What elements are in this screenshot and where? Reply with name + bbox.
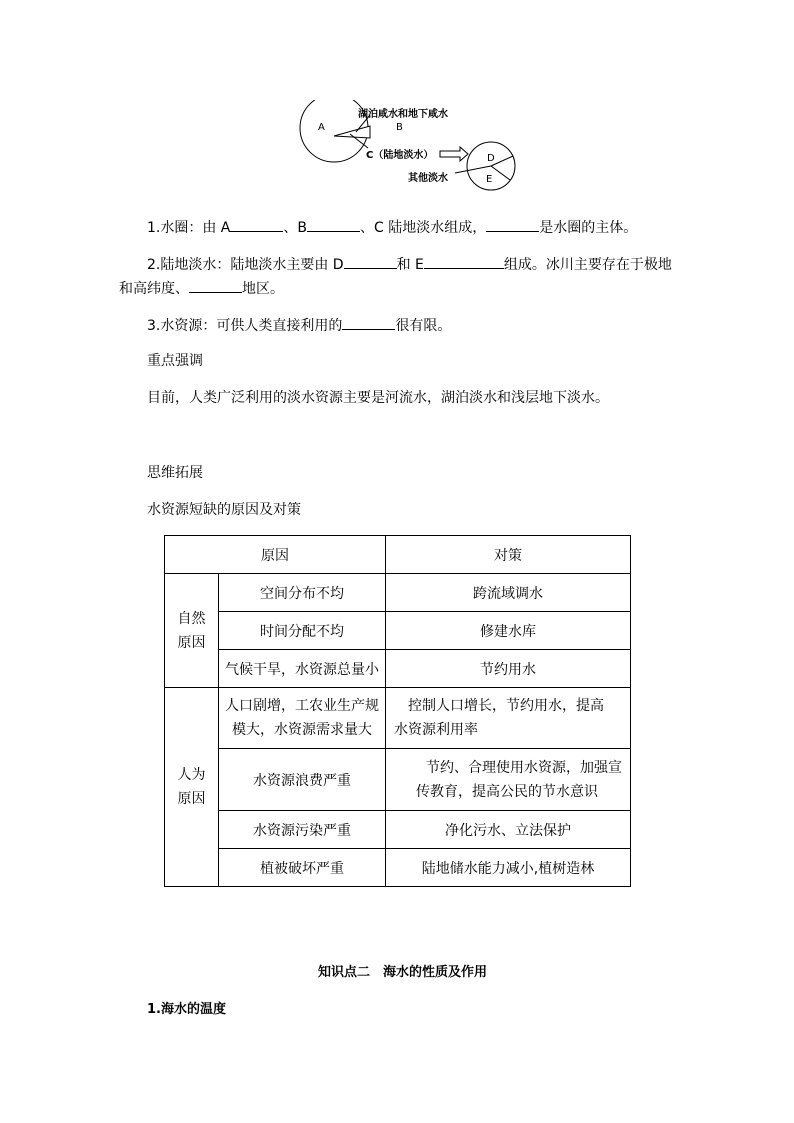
knowledge-point-sub1: 1.海水的温度 bbox=[147, 1002, 226, 1017]
q2-line2-suffix: 地区。 bbox=[242, 281, 284, 297]
q2-sep1: 和 E bbox=[396, 257, 424, 273]
q1-sep1: 、B bbox=[283, 220, 307, 236]
arrow-to-d bbox=[440, 147, 468, 161]
table-row bbox=[165, 811, 631, 849]
q2-line2-prefix: 和高纬度、 bbox=[119, 281, 189, 297]
table-row bbox=[165, 574, 631, 612]
knowledge-point-title: 知识点二 海水的性质及作用 bbox=[318, 965, 488, 980]
blank-d bbox=[344, 256, 397, 269]
cause-cell: 水资源浪费严重 bbox=[219, 749, 386, 811]
extension-heading: 思维拓展 bbox=[147, 465, 203, 481]
measure-cell bbox=[386, 688, 631, 749]
emphasis-heading: 重点强调 bbox=[147, 353, 203, 369]
emphasis-text: 目前，人类广泛利用的淡水资源主要是河流水，湖泊淡水和浅层地下淡水。 bbox=[147, 390, 609, 406]
measure-cell: 净化污水、立法保护 bbox=[386, 811, 631, 849]
question-2-line-2 bbox=[119, 280, 284, 296]
table-row bbox=[165, 849, 631, 887]
q1-prefix: 1.水圈：由 A bbox=[147, 220, 231, 236]
blank-b bbox=[307, 219, 360, 232]
human-cause-label bbox=[165, 688, 219, 887]
table-row bbox=[165, 749, 631, 811]
cause-cell: 气候干旱，水资源总量小 bbox=[219, 650, 386, 688]
measure-cell: 修建水库 bbox=[386, 612, 631, 650]
cause-cell: 植被破坏严重 bbox=[219, 849, 386, 887]
natural-label-2: 原因 bbox=[177, 634, 206, 651]
cause-cell bbox=[219, 688, 386, 749]
q2-sep2: 组成。冰川主要存在于极地 bbox=[503, 257, 672, 273]
question-1 bbox=[147, 219, 637, 235]
q1-sep2: 、C 陆地淡水组成， bbox=[360, 220, 487, 236]
table-title: 水资源短缺的原因及对策 bbox=[147, 502, 301, 518]
measure-line: 水资源利用率 bbox=[394, 722, 478, 738]
measure-line: 传教育，提高公民的节水意识 bbox=[416, 783, 598, 800]
line-e bbox=[491, 166, 510, 180]
measure-cell: 跨流域调水 bbox=[386, 574, 631, 612]
cause-cell: 水资源污染严重 bbox=[219, 811, 386, 849]
header-cause: 原因 bbox=[165, 536, 386, 574]
q3-prefix: 3.水资源：可供人类直接利用的 bbox=[147, 318, 343, 334]
label-e: E bbox=[486, 174, 493, 185]
natural-cause-label bbox=[165, 574, 219, 688]
blank-e bbox=[424, 256, 504, 269]
blank-main bbox=[486, 219, 539, 232]
blank-a bbox=[230, 219, 283, 232]
label-top: 湖泊咸水和地下咸水 bbox=[358, 109, 448, 120]
label-a: A bbox=[318, 122, 325, 133]
wedge-b bbox=[334, 126, 370, 138]
measure-line: 节约、合理使用水资源，加强宣 bbox=[426, 759, 622, 776]
label-d: D bbox=[487, 153, 495, 164]
q2-prefix: 2.陆地淡水：陆地淡水主要由 D bbox=[147, 257, 344, 273]
blank-region bbox=[189, 280, 242, 293]
question-3 bbox=[147, 317, 451, 333]
header-measure: 对策 bbox=[386, 536, 631, 574]
label-b: B bbox=[396, 122, 403, 133]
measure-cell: 节约用水 bbox=[386, 650, 631, 688]
table-header-row bbox=[165, 536, 631, 574]
blank-water bbox=[342, 317, 395, 330]
cause-cell: 空间分布不均 bbox=[219, 574, 386, 612]
measure-cell: 陆地储水能力减小,植树造林 bbox=[386, 849, 631, 887]
table-row bbox=[165, 612, 631, 650]
water-shortage-table bbox=[164, 535, 631, 887]
cause-cell: 时间分配不均 bbox=[219, 612, 386, 650]
q3-suffix: 很有限。 bbox=[395, 318, 452, 334]
natural-label-1: 自然 bbox=[177, 610, 206, 627]
measure-line: 控制人口增长，节约用水，提高 bbox=[408, 698, 604, 714]
cause-line: 人口剧增，工农业生产规 bbox=[225, 698, 379, 714]
table-row bbox=[165, 650, 631, 688]
cause-line: 模大，水资源需求量大 bbox=[232, 722, 372, 738]
human-label-1: 人为 bbox=[177, 767, 206, 783]
q1-suffix: 是水圈的主体。 bbox=[539, 220, 638, 236]
table-row bbox=[165, 688, 631, 749]
leader-other bbox=[455, 166, 491, 173]
question-2-line-1 bbox=[147, 256, 672, 272]
water-sphere-diagram bbox=[290, 100, 530, 195]
label-c: C（陆地淡水） bbox=[366, 150, 434, 161]
human-label-2: 原因 bbox=[177, 791, 206, 807]
label-other: 其他淡水 bbox=[408, 173, 448, 184]
measure-cell bbox=[386, 749, 631, 811]
